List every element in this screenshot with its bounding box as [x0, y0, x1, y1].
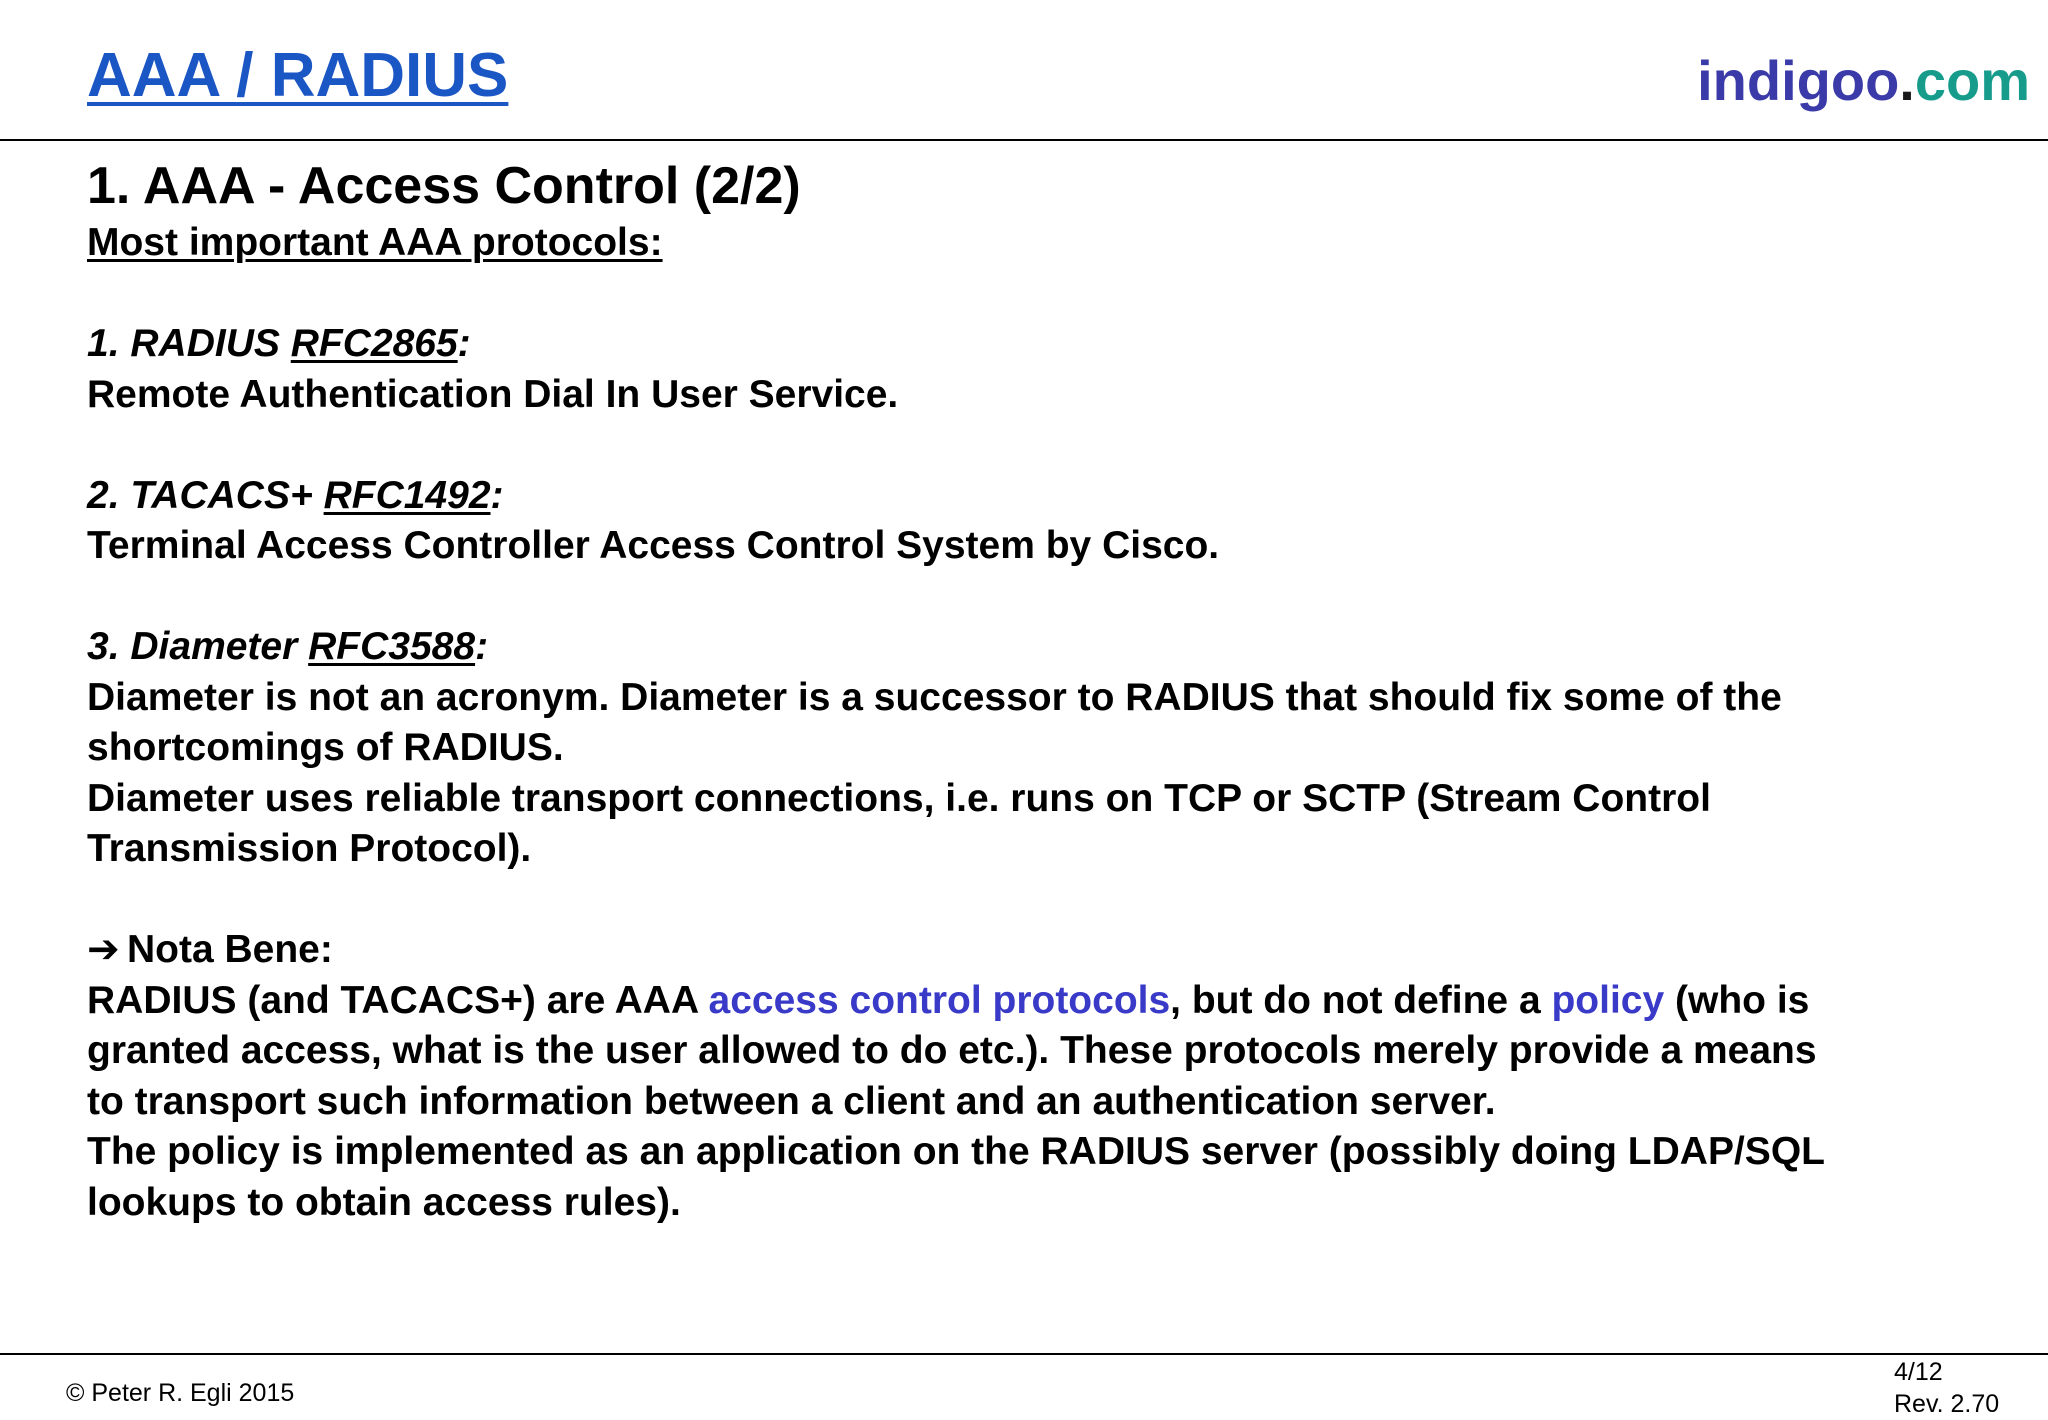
- brand-name: indigoo: [1697, 49, 1900, 112]
- protocol-heading-tacacs: 2. TACACS+ RFC1492:: [87, 473, 504, 517]
- rfc-link-2865: RFC2865: [290, 322, 458, 365]
- section-title: 1. AAA - Access Control (2/2): [87, 157, 801, 215]
- protocol-description: Transmission Protocol).: [87, 827, 532, 870]
- nota-bene-line: granted access, what is the user allowed to do etc.). These protocols merely provide a means: [87, 1029, 1817, 1072]
- nota-bene-line: to transport such information between a client and an authentication server.: [87, 1079, 1496, 1123]
- slide-header-title: AAA / RADIUS: [87, 41, 509, 110]
- footer-divider: [0, 1353, 2048, 1355]
- rfc-link-3588: RFC3588: [308, 625, 476, 668]
- spacer: [87, 420, 2017, 471]
- brand-logo: [1697, 50, 2030, 112]
- nota-bene-line: The policy is implemented as an application on the RADIUS server (possibly doing LDAP/SQL: [87, 1130, 1825, 1173]
- revision: Rev. 2.70: [1894, 1390, 2000, 1418]
- slide-content: [87, 154, 2017, 1228]
- protocol-heading-radius: 1. RADIUS RFC2865:: [87, 322, 471, 365]
- footer-page-info: [1894, 1356, 1999, 1420]
- nota-bene-line: RADIUS (and TACACS+) are AAA access control protocols, but do not define a policy (who is: [87, 978, 1810, 1022]
- spacer: [87, 875, 2017, 926]
- rfc-link-1492: RFC1492: [323, 473, 491, 517]
- protocol-description: Remote Authentication Dial In User Service.: [87, 372, 899, 416]
- spacer: [87, 572, 2017, 623]
- header-divider: [0, 139, 2048, 141]
- protocol-description: Diameter uses reliable transport connections, i.e. runs on TCP or SCTP (Stream Control: [87, 776, 1711, 820]
- brand-dot: .: [1899, 49, 1915, 112]
- footer-copyright: © Peter R. Egli 2015: [66, 1379, 295, 1407]
- protocol-description: shortcomings of RADIUS.: [87, 726, 564, 769]
- highlight-access-control-protocols: access control protocols: [708, 978, 1171, 1022]
- slide-body: [87, 218, 2017, 1228]
- protocol-description: Terminal Access Controller Access Control System by Cisco.: [87, 524, 1220, 567]
- nota-bene-heading: ➔ Nota Bene:: [87, 925, 2017, 976]
- arrow-right-icon: ➔: [87, 928, 120, 971]
- protocol-heading-diameter: 3. Diameter RFC3588:: [87, 625, 489, 668]
- protocol-description: Diameter is not an acronym. Diameter is a successor to RADIUS that should fix some of the: [87, 675, 1782, 719]
- highlight-policy: policy: [1551, 978, 1665, 1022]
- nota-bene-line: lookups to obtain access rules).: [87, 1180, 681, 1224]
- spacer: [87, 269, 2017, 320]
- page-number: 4/12: [1894, 1358, 1943, 1386]
- protocols-subtitle: Most important AAA protocols:: [87, 221, 663, 264]
- brand-tld: com: [1914, 49, 2030, 112]
